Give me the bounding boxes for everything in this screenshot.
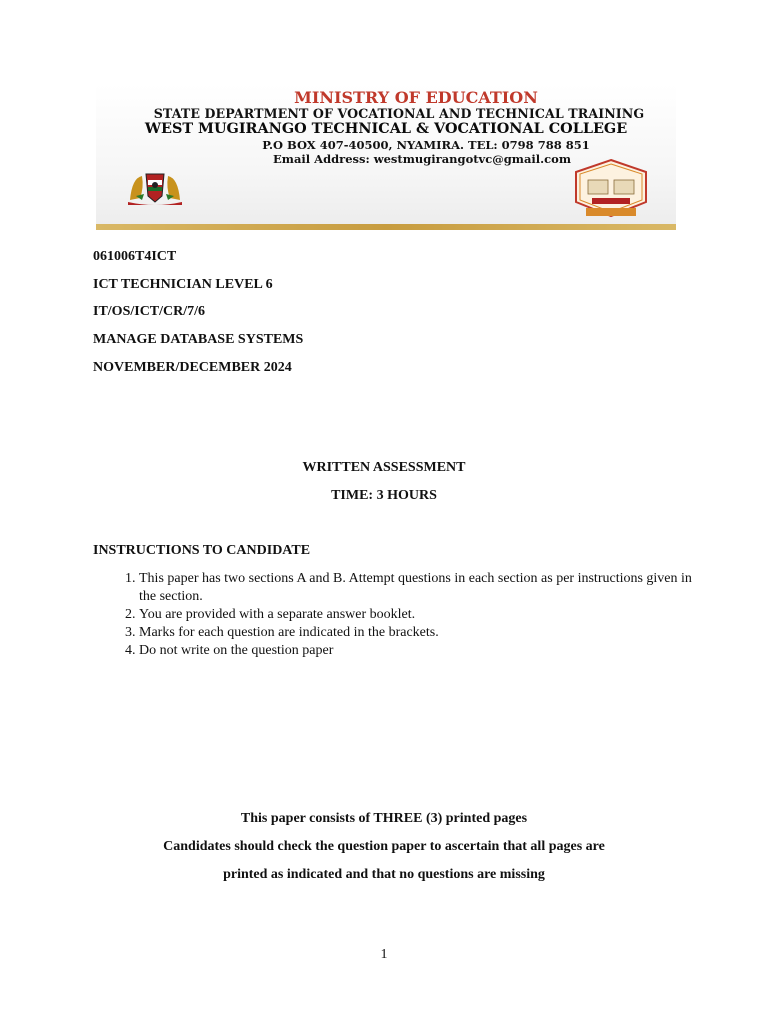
assessment-time: TIME: 3 HOURS [331,488,437,503]
college-email: Email Address: westmugirangotvc@gmail.com [273,152,571,166]
assessment-type: WRITTEN ASSESSMENT [302,460,466,475]
coat-of-arms-icon [122,166,188,206]
check-note-line-1: Candidates should check the question paper to ascertain that all pages are [163,839,605,854]
college-name: WEST MUGIRANGO TECHNICAL & VOCATIONAL COLLEGE [144,120,628,137]
check-note-line-2: printed as indicated and that no questions are missing [223,867,545,882]
instructions-title: INSTRUCTIONS TO CANDIDATE [93,543,311,558]
ministry-title: MINISTRY OF EDUCATION [294,88,538,107]
banner-stripe [96,224,676,230]
paper-code: 061006T4ICT [93,249,177,264]
department-title: STATE DEPARTMENT OF VOCATIONAL AND TECHNICAL TRAINING [153,106,645,121]
instruction-item: 3. Marks for each question are indicated in the brackets. [139,624,699,642]
exam-session: NOVEMBER/DECEMBER 2024 [93,360,292,375]
unit-code: IT/OS/ICT/CR/7/6 [93,304,206,319]
page-number: 1 [380,947,388,962]
course-name: ICT TECHNICIAN LEVEL 6 [93,277,273,292]
instruction-item: 1. This paper has two sections A and B. Attempt questions in each section as per instructions given in the section. [139,570,699,606]
instruction-item: 2. You are provided with a separate answer booklet. [139,606,699,624]
instruction-item: 4. Do not write on the question paper [139,642,699,660]
unit-title: MANAGE DATABASE SYSTEMS [93,332,304,347]
college-crest-icon [570,158,652,222]
instructions-list [93,570,699,660]
college-address: P.O BOX 407-40500, NYAMIRA. TEL: 0798 788 851 [262,138,590,152]
page-count-note: This paper consists of THREE (3) printed pages [240,811,528,826]
